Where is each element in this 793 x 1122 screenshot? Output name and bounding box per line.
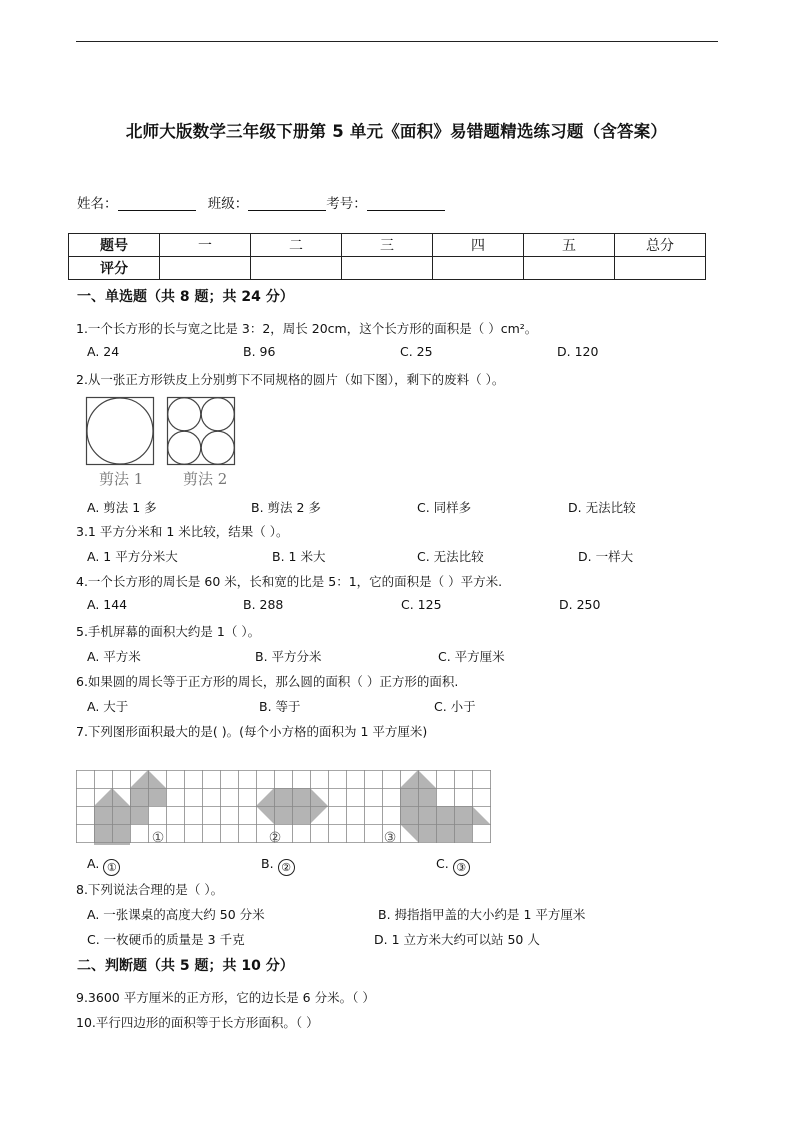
circle-small xyxy=(168,398,201,431)
question-4: 4.一个长方形的周长是 60 米，长和宽的比是 5：1，它的面积是（ ）平方米. xyxy=(76,574,503,589)
circle-large xyxy=(87,398,153,464)
score-cell[interactable] xyxy=(160,257,251,280)
shape-2 xyxy=(256,788,328,824)
q1-option-b[interactable]: B. 96 xyxy=(243,344,276,359)
q2-option-c[interactable]: C. 同样多 xyxy=(417,500,472,515)
score-row-label: 评分 xyxy=(69,257,160,280)
score-cell[interactable] xyxy=(615,257,706,280)
q7-option-a-mark: ① xyxy=(103,859,120,876)
q2-figure-label-1: 剪法 1 xyxy=(99,470,144,488)
header-rule xyxy=(76,41,718,42)
score-header-cell: 二 xyxy=(251,234,342,257)
q8-option-d[interactable]: D. 1 立方米大约可以站 50 人 xyxy=(374,932,540,947)
square-2 xyxy=(168,398,235,465)
q2-cutting-figure xyxy=(85,396,240,466)
question-3: 3.1 平方分米和 1 米比较，结果（ ）。 xyxy=(76,524,289,539)
score-header-cell: 题号 xyxy=(69,234,160,257)
q6-option-b[interactable]: B. 等于 xyxy=(259,699,301,714)
score-cell[interactable] xyxy=(251,257,342,280)
q8-option-c[interactable]: C. 一枚硬币的质量是 3 千克 xyxy=(87,932,245,947)
shape-1 xyxy=(130,770,166,824)
q3-option-d[interactable]: D. 一样大 xyxy=(578,549,634,564)
score-table xyxy=(68,233,706,280)
score-header-cell: 五 xyxy=(524,234,615,257)
score-header-cell: 四 xyxy=(433,234,524,257)
q2-figure-label-2: 剪法 2 xyxy=(183,470,228,488)
class-label: 班级： xyxy=(207,196,249,212)
q5-option-a[interactable]: A. 平方米 xyxy=(87,649,141,664)
q4-option-b[interactable]: B. 288 xyxy=(243,597,284,612)
q5-option-b[interactable]: B. 平方分米 xyxy=(255,649,322,664)
question-1: 1.一个长方形的长与宽之比是 3：2，周长 20cm，这个长方形的面积是（ ）cm²。 xyxy=(76,321,538,336)
q7-option-a[interactable] xyxy=(87,856,120,876)
q7-option-a-prefix: A. xyxy=(87,856,100,871)
q8-option-a[interactable]: A. 一张课桌的高度大约 50 分米 xyxy=(87,907,265,922)
question-9: 9.3600 平方厘米的正方形，它的边长是 6 分米。（ ） xyxy=(76,990,375,1005)
q2-option-d[interactable]: D. 无法比较 xyxy=(568,500,636,515)
number-blank[interactable] xyxy=(367,196,445,211)
name-blank[interactable] xyxy=(118,196,196,211)
circle-small xyxy=(168,431,201,464)
q7-option-c-mark: ③ xyxy=(453,859,470,876)
score-header-cell: 一 xyxy=(160,234,251,257)
q1-option-c[interactable]: C. 25 xyxy=(400,344,433,359)
number-label: 考号： xyxy=(326,196,367,212)
q7-option-b[interactable] xyxy=(261,856,295,876)
shape-3 xyxy=(400,770,490,842)
q4-option-c[interactable]: C. 125 xyxy=(401,597,442,612)
q6-option-a[interactable]: A. 大于 xyxy=(87,699,129,714)
score-table-header-row xyxy=(69,234,706,257)
score-cell[interactable] xyxy=(524,257,615,280)
q7-option-c-prefix: C. xyxy=(436,856,449,871)
question-5: 5.手机屏幕的面积大约是 1（ ）。 xyxy=(76,624,261,639)
question-10: 10.平行四边形的面积等于长方形面积。（ ） xyxy=(76,1015,319,1030)
q7-figure-label-3: ③ xyxy=(383,830,397,846)
q8-option-b[interactable]: B. 拇指指甲盖的大小约是 1 平方厘米 xyxy=(378,907,586,922)
q7-grid-figure xyxy=(76,770,495,848)
shape-1 xyxy=(94,788,130,845)
q7-option-b-prefix: B. xyxy=(261,856,274,871)
q1-option-d[interactable]: D. 120 xyxy=(557,344,599,359)
question-2: 2.从一张正方形铁皮上分别剪下不同规格的圆片（如下图），剩下的废料（ ）。 xyxy=(76,372,505,387)
score-cell[interactable] xyxy=(342,257,433,280)
q2-option-b[interactable]: B. 剪法 2 多 xyxy=(251,500,321,515)
name-label: 姓名： xyxy=(77,196,118,212)
q2-option-a[interactable]: A. 剪法 1 多 xyxy=(87,500,157,515)
q3-option-c[interactable]: C. 无法比较 xyxy=(417,549,484,564)
circle-small xyxy=(201,398,234,431)
q1-option-a[interactable]: A. 24 xyxy=(87,344,120,359)
q4-option-d[interactable]: D. 250 xyxy=(559,597,601,612)
q6-option-c[interactable]: C. 小于 xyxy=(434,699,476,714)
question-8: 8.下列说法合理的是（ ）。 xyxy=(76,882,224,897)
section-heading-single-choice: 一、单选题（共 8 题；共 24 分） xyxy=(77,289,294,305)
score-header-cell: 三 xyxy=(342,234,433,257)
score-header-cell: 总分 xyxy=(615,234,706,257)
q7-figure-label-1: ① xyxy=(151,830,165,846)
score-table-score-row xyxy=(69,257,706,280)
q3-option-a[interactable]: A. 1 平方分米大 xyxy=(87,549,178,564)
score-cell[interactable] xyxy=(433,257,524,280)
student-info-row xyxy=(77,192,445,212)
page-title: 北师大版数学三年级下册第 5 单元《面积》易错题精选练习题（含答案） xyxy=(125,122,668,141)
q5-option-c[interactable]: C. 平方厘米 xyxy=(438,649,505,664)
q7-option-c[interactable] xyxy=(436,856,470,876)
question-6: 6.如果圆的周长等于正方形的周长，那么圆的面积（ ）正方形的面积. xyxy=(76,674,459,689)
class-blank[interactable] xyxy=(248,196,326,211)
circle-small xyxy=(201,431,234,464)
question-7: 7.下列图形面积最大的是( )。(每个小方格的面积为 1 平方厘米) xyxy=(76,724,428,739)
q7-option-b-mark: ② xyxy=(278,859,295,876)
q7-figure-label-2: ② xyxy=(268,830,282,846)
q4-option-a[interactable]: A. 144 xyxy=(87,597,128,612)
section-heading-true-false: 二、判断题（共 5 题；共 10 分） xyxy=(77,958,294,974)
q3-option-b[interactable]: B. 1 米大 xyxy=(272,549,326,564)
